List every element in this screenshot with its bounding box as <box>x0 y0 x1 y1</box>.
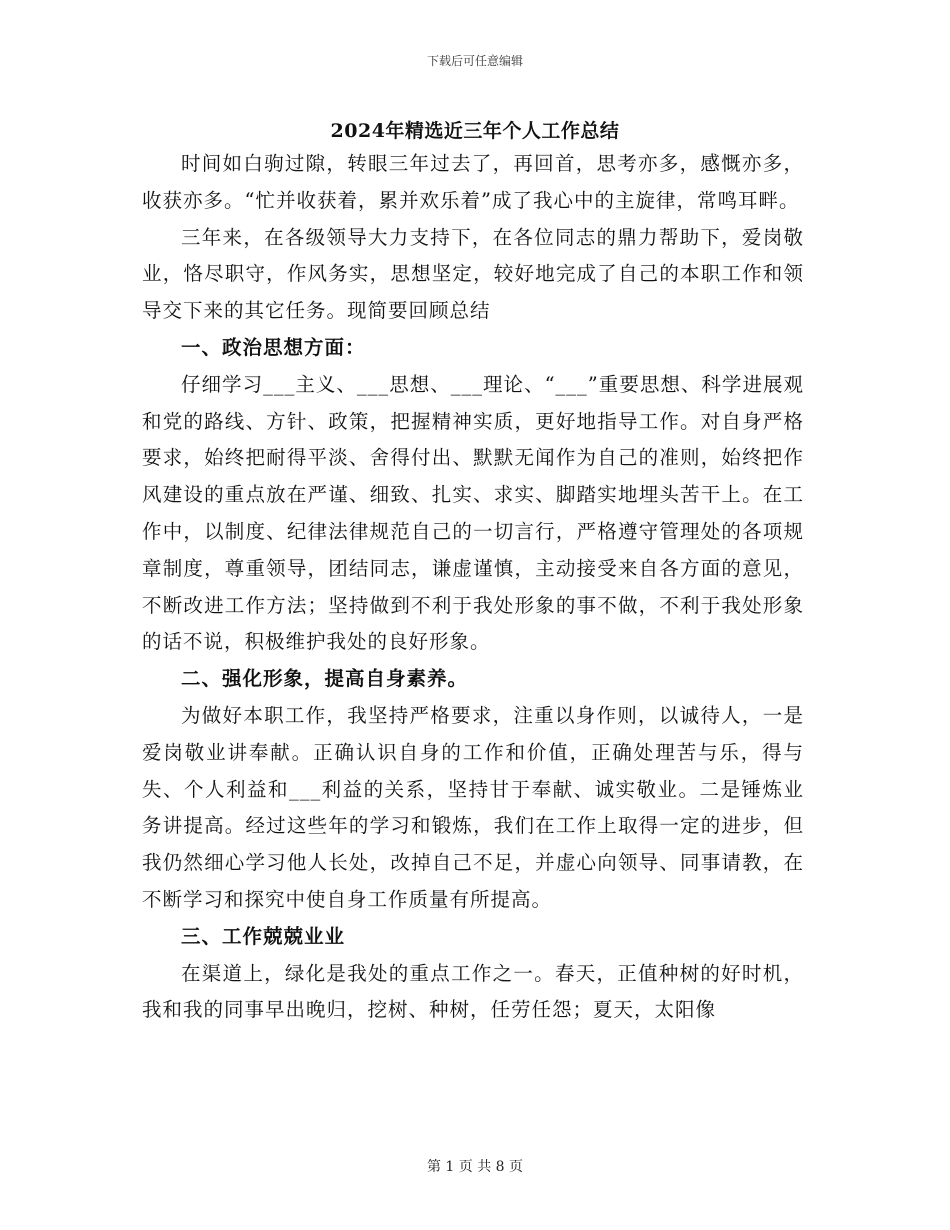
paragraph-political: 仔细学习___主义、___思想、___理论、“___”重要思想、科学进展观和党的路线、方针、政策，把握精神实质，更好地指导工作。对自身严格要求，始终把耐得平淡、舍得付出、默默无闻作为自己的准则，始终把作风建设的重点放在严谨、细致、扎实、求实、脚踏实地埋头苦干上。在工作中，以制度、纪律法律规范自己的一切言行，严格遵守管理处的各项规章制度，尊重领导，团结同志，谦虚谨慎，主动接受来自各方面的意见，不断改进工作方法；坚持做到不利于我处形象的事不做，不利于我处形象的话不说，积极维护我处的良好形象。 <box>142 372 804 654</box>
document-title: 2024年精选近三年个人工作总结 <box>330 120 620 142</box>
paragraph-intro: 时间如白驹过隙，转眼三年过去了，再回首，思考亦多，感慨亦多，收获亦多。“忙并收获着，累并欢乐着”成了我心中的主旋律，常鸣耳畔。 <box>142 152 804 212</box>
page-number-footer: 第 1 页 共 8 页 <box>426 1159 524 1175</box>
section-heading-political: 一、政治思想方面： <box>181 335 366 359</box>
header-note: 下载后可任意编辑 <box>426 54 523 68</box>
section-heading-work: 三、工作兢兢业业 <box>181 924 346 948</box>
paragraph-overview: 三年来，在各级领导大力支持下，在各位同志的鼎力帮助下，爱岗敬业，恪尽职守，作风务实，思想坚定，较好地完成了自己的本职工作和领导交下来的其它任务。现简要回顾总结 <box>142 225 804 323</box>
paragraph-image: 为做好本职工作，我坚持严格要求，注重以身作则，以诚待人，一是爱岗敬业讲奉献。正确认识自身的工作和价值，正确处理苦与乐，得与失、个人利益和___利益的关系，坚持甘于奉献、诚实敬业。二是锤炼业务讲提高。经过这些年的学习和锻炼，我们在工作上取得一定的进步，但我仍然细心学习他人长处，改掉自己不足，并虚心向领导、同事请教，在不断学习和探究中使自身工作质量有所提高。 <box>142 703 804 911</box>
section-heading-image: 二、强化形象，提高自身素养。 <box>181 667 469 691</box>
paragraph-work: 在渠道上，绿化是我处的重点工作之一。春天，正值种树的好时机，我和我的同事早出晚归，挖树、种树，任劳任怨；夏天，太阳像 <box>142 961 804 1022</box>
document-body <box>142 146 804 1029</box>
